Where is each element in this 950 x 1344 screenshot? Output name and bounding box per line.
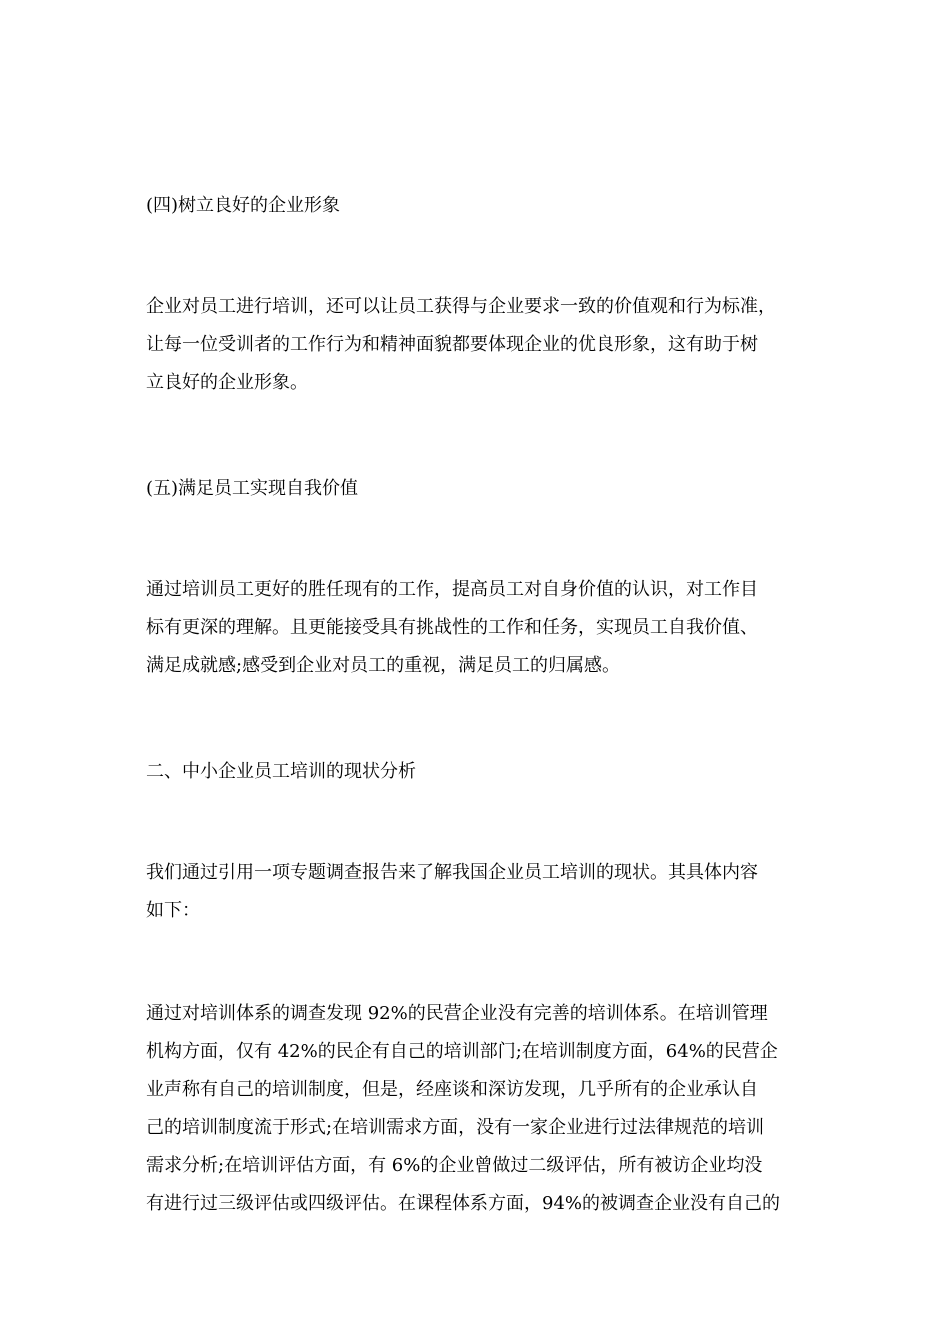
text-line: 业声称有自己的培训制度，但是，经座谈和深访发现，几乎所有的企业承认自 <box>146 1079 758 1100</box>
text-line: 我们通过引用一项专题调查报告来了解我国企业员工培训的现状。其具体内容 <box>146 862 758 883</box>
paragraph-corporate-image <box>146 288 776 402</box>
text-line: 己的培训制度流于形式;在培训需求方面，没有一家企业进行过法律规范的培训 <box>146 1117 765 1138</box>
paragraph-intro <box>146 854 758 930</box>
text-line: 企业对员工进行培训，还可以让员工获得与企业要求一致的价值观和行为标准， <box>146 296 776 317</box>
text-line: 通过对培训体系的调查发现 92%的民营企业没有完善的培训体系。在培训管理 <box>146 1003 768 1024</box>
text-line: 需求分析;在培训评估方面，有 6%的企业曾做过二级评估，所有被访企业均没 <box>146 1155 763 1176</box>
text-line: 有进行过三级评估或四级评估。在课程体系方面，94%的被调查企业没有自己的 <box>146 1193 781 1214</box>
text-line: 机构方面，仅有 42%的民企有自己的培训部门;在培训制度方面，64%的民营企 <box>146 1041 778 1062</box>
text-line: 立良好的企业形象。 <box>146 372 308 393</box>
text-line: 如下： <box>146 900 200 921</box>
text-line: 满足成就感;感受到企业对员工的重视，满足员工的归属感。 <box>146 655 621 676</box>
text-line: 通过培训员工更好的胜任现有的工作，提高员工对自身价值的认识，对工作目 <box>146 579 758 600</box>
text-line: 标有更深的理解。且更能接受具有挑战性的工作和任务，实现员工自我价值、 <box>146 617 758 638</box>
heading-five: (五)满足员工实现自我价值 <box>146 478 359 499</box>
text-line: 让每一位受训者的工作行为和精神面貌都要体现企业的优良形象，这有助于树 <box>146 334 758 355</box>
paragraph-survey <box>146 995 780 1223</box>
heading-four: (四)树立良好的企业形象 <box>146 195 341 216</box>
paragraph-self-value <box>146 571 758 685</box>
section-two-heading: 二、中小企业员工培训的现状分析 <box>146 761 416 782</box>
